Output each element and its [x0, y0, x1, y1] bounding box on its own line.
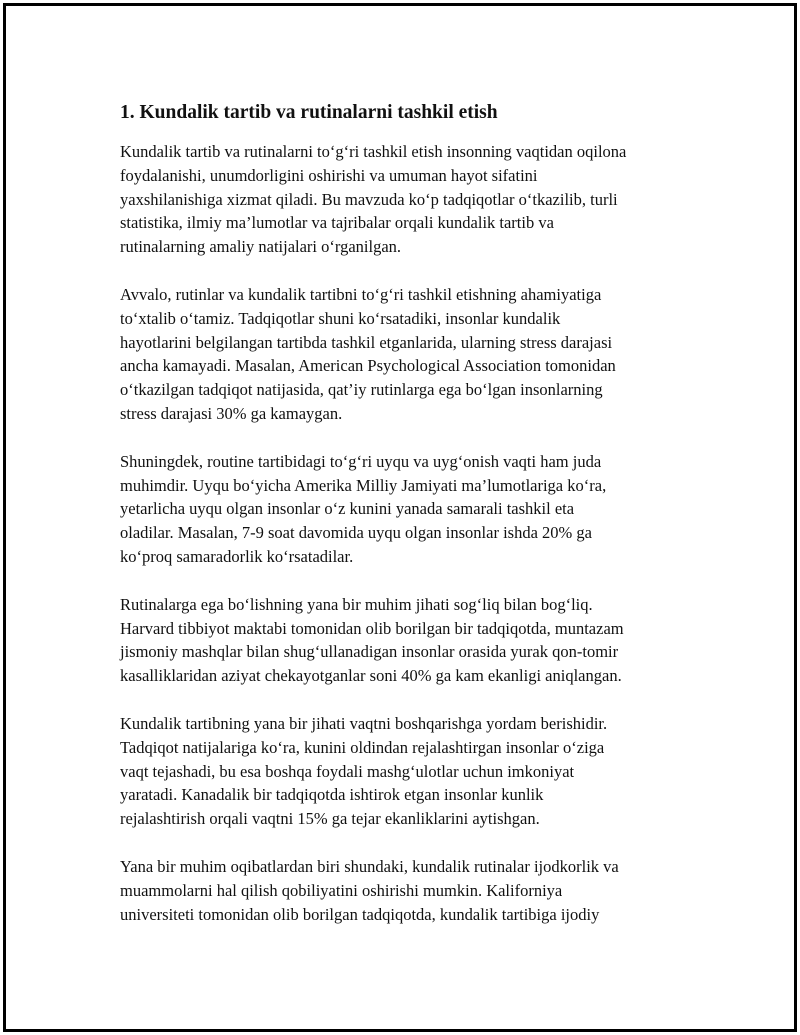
document-body: [120, 100, 700, 950]
paragraph-2: [120, 283, 700, 426]
text-line: Kundalik tartibning yana bir jihati vaqtni boshqarishga yordam berishidir.: [120, 713, 608, 733]
text-line: Yana bir muhim oqibatlardan biri shundaki, kundalik rutinalar ijodkorlik va: [120, 856, 619, 876]
text-line: yetarlicha uyqu olgan insonlar o‘z kunini yanada samarali tashkil eta: [120, 499, 575, 519]
text-line: Rutinalarga ega bo‘lishning yana bir muhim jihati sog‘liq bilan bog‘liq.: [120, 594, 593, 614]
text-line: muammolarni hal qilish qobiliyatini oshirishi mumkin. Kaliforniya: [120, 880, 563, 900]
paragraph-5: [120, 712, 700, 831]
text-line: Harvard tibbiyot maktabi tomonidan olib borilgan bir tadqiqotda, muntazam: [120, 618, 624, 638]
paragraph-1: [120, 140, 700, 259]
text-line: yaratadi. Kanadalik bir tadqiqotda ishtirok etgan insonlar kunlik: [120, 785, 544, 805]
text-line: muhimdir. Uyqu bo‘yicha Amerika Milliy Jamiyati ma’lumotlariga ko‘ra,: [120, 475, 607, 495]
page-frame: [3, 3, 797, 1032]
text-line: kasalliklaridan aziyat chekayotganlar soni 40% ga kam ekanligi aniqlangan.: [120, 666, 622, 686]
text-line: Shuningdek, routine tartibidagi to‘g‘ri uyqu va uyg‘onish vaqti ham juda: [120, 451, 602, 471]
text-line: oladilar. Masalan, 7-9 soat davomida uyqu olgan insonlar ishda 20% ga: [120, 523, 592, 543]
text-line: Avvalo, rutinlar va kundalik tartibni to‘g‘ri tashkil etishning ahamiyatiga: [120, 284, 602, 304]
text-line: Tadqiqot natijalariga ko‘ra, kunini oldindan rejalashtirgan insonlar o‘ziga: [120, 737, 605, 757]
text-line: Kundalik tartib va rutinalarni to‘g‘ri tashkil etish insonning vaqtidan oqilona: [120, 142, 627, 161]
text-line: vaqt tejashadi, bu esa boshqa foydali mashg‘ulotlar uchun imkoniyat: [120, 761, 575, 781]
text-line: hayotlarini belgilangan tartibda tashkil etganlarida, ularning stress darajasi: [120, 332, 613, 352]
paragraph-3: [120, 450, 700, 569]
text-line: stress darajasi 30% ga kamaygan.: [120, 403, 343, 423]
text-line: to‘xtalib o‘tamiz. Tadqiqotlar shuni ko‘rsatadiki, insonlar kundalik: [120, 308, 561, 328]
paragraph-4: [120, 593, 700, 688]
text-line: rejalashtirish orqali vaqtni 15% ga tejar ekanliklarini aytishgan.: [120, 809, 540, 829]
text-line: statistika, ilmiy ma’lumotlar va tajribalar orqali kundalik tartib va: [120, 213, 554, 233]
text-line: ko‘proq samaradorlik ko‘rsatadilar.: [120, 546, 354, 566]
paragraph-6: [120, 855, 700, 926]
section-heading: 1. Kundalik tartib va rutinalarni tashkil etish: [120, 102, 498, 123]
text-line: universiteti tomonidan olib borilgan tadqiqotda, kundalik tartibiga ijodiy: [120, 904, 600, 924]
text-line: foydalanishi, unumdorligini oshirishi va umuman hayot sifatini: [120, 165, 538, 185]
text-line: jismoniy mashqlar bilan shug‘ullanadigan insonlar orasida yurak qon-tomir: [120, 642, 619, 662]
text-line: o‘tkazilgan tadqiqot natijasida, qat’iy rutinlarga ega bo‘lgan insonlarning: [120, 380, 603, 400]
text-line: rutinalarning amaliy natijalari o‘rganilgan.: [120, 237, 402, 257]
text-line: yaxshilanishiga xizmat qiladi. Bu mavzuda ko‘p tadqiqotlar o‘tkazilib, turli: [120, 189, 618, 209]
text-line: ancha kamayadi. Masalan, American Psychological Association tomonidan: [120, 356, 616, 376]
